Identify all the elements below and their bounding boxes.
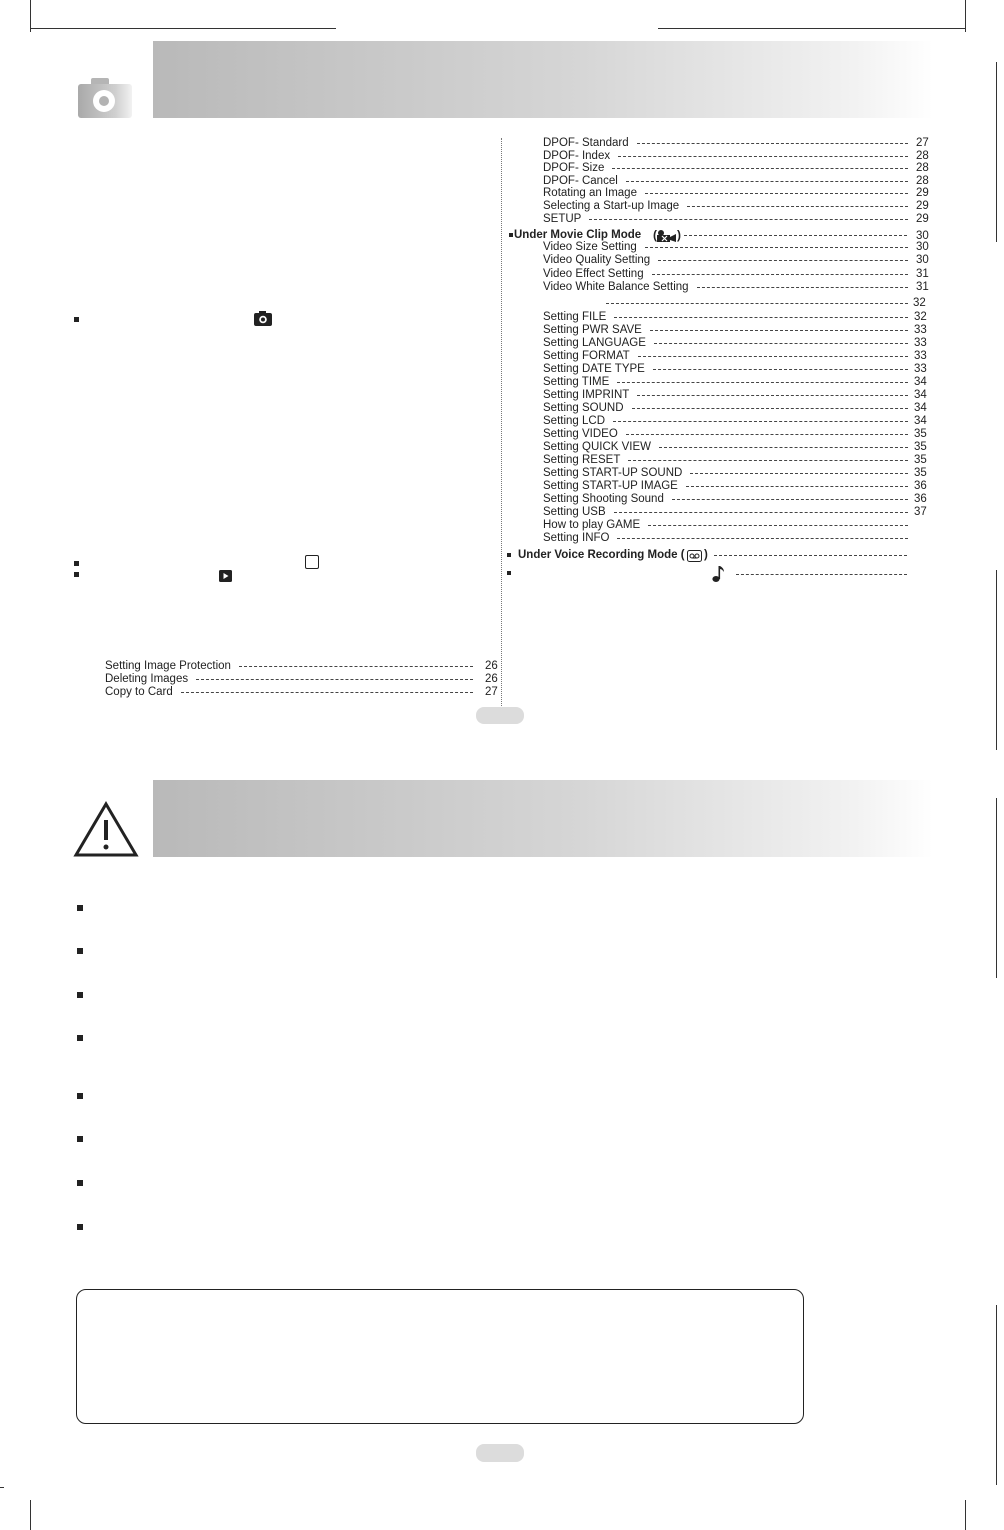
bullet [77, 1136, 83, 1142]
toc-entry-label: Setting Shooting Sound [543, 493, 668, 506]
toc-entry [105, 686, 502, 699]
toc-entry-label: Setting IMPRINT [543, 389, 633, 402]
toc-entry [543, 506, 933, 519]
toc-entry-leader [650, 330, 908, 331]
movie-heading-paren-open: ( [653, 228, 657, 242]
toc-entry-page: 37 [914, 506, 927, 518]
bullet [77, 1224, 83, 1230]
toc-entry-leader [658, 260, 908, 261]
toc-entry-page: 36 [914, 480, 927, 492]
toc-entry [543, 187, 931, 200]
toc-entry-label: DPOF- Index [543, 150, 614, 163]
toc-entry-page: 35 [914, 441, 927, 453]
toc-entry [543, 441, 933, 454]
voice-recorder-icon [687, 549, 702, 567]
toc-entry [543, 493, 933, 506]
toc-entry-leader [654, 343, 908, 344]
toc-entry-label: Setting VIDEO [543, 428, 622, 441]
toc-entry-leader [626, 434, 908, 435]
toc-entry [543, 428, 933, 441]
toc-entry-page: 29 [916, 187, 929, 200]
toc-entry-page: 33 [914, 363, 927, 375]
bullet [74, 572, 79, 577]
page-number-pill [476, 707, 524, 724]
setup-blank-dots [606, 303, 908, 304]
crop-mark [965, 1500, 966, 1530]
toc-entry-page: 26 [485, 660, 498, 672]
toc-entry-page: 35 [914, 428, 927, 440]
toc-entry-page: 28 [916, 149, 929, 162]
toc-entry-page: 27 [485, 686, 498, 698]
bullet [77, 1180, 83, 1186]
toc-entry-leader [181, 692, 473, 693]
toc-entry-leader [638, 356, 908, 357]
movie-heading-paren-close: ) [677, 228, 681, 242]
toc-entry [543, 137, 931, 150]
toc-entry-leader [686, 486, 908, 487]
bullet [77, 1093, 83, 1099]
crop-mark [996, 798, 997, 978]
toc-entry-label: Setting Image Protection [105, 660, 235, 673]
toc-entry [543, 363, 933, 376]
header-banner-top [153, 41, 933, 118]
music-row-dots [736, 574, 907, 575]
toc-entry [543, 311, 933, 324]
toc-entry [543, 254, 931, 267]
toc-entry [543, 454, 933, 467]
setup-blank-page: 32 [913, 297, 926, 309]
crop-mark [30, 28, 336, 29]
toc-entry [543, 150, 931, 163]
toc-entry [543, 241, 931, 254]
toc-entry-label: Setting TIME [543, 376, 613, 389]
toc-entry-page: 33 [914, 337, 927, 349]
column-divider [501, 138, 502, 706]
toc-entry-leader [614, 317, 908, 318]
toc-entry-page: 27 [916, 137, 929, 149]
toc-entry-label: Video Effect Setting [543, 268, 648, 281]
toc-entry-leader [653, 369, 908, 370]
toc-entry-page: 31 [916, 267, 929, 280]
voice-heading-dots [714, 555, 907, 556]
toc-entry-leader [652, 274, 908, 275]
toc-entry-page: 35 [914, 467, 927, 479]
toc-left [105, 660, 502, 704]
toc-entry-page: 34 [914, 376, 927, 388]
toc-entry [543, 213, 931, 226]
voice-heading-close: ) [704, 549, 708, 561]
toc-entry-label: DPOF- Cancel [543, 175, 622, 188]
crop-mark [996, 1305, 997, 1485]
toc-entry [543, 350, 933, 363]
toc-entry [543, 389, 933, 402]
bullet [74, 317, 79, 322]
bullet [77, 992, 83, 998]
toc-entry-label: Setting FILE [543, 311, 610, 324]
movie-heading-dots [684, 235, 907, 236]
music-note-icon [712, 565, 726, 588]
frame-icon [305, 555, 319, 569]
toc-entry-leader [628, 460, 908, 461]
bullet [509, 233, 513, 237]
toc-entry-page: 30 [916, 241, 929, 253]
toc-entry [543, 200, 931, 213]
camera-icon [77, 76, 133, 120]
toc-entry-leader [645, 193, 908, 194]
toc-entry-leader [239, 666, 473, 667]
page-number-pill [476, 1444, 524, 1462]
toc-entry-leader [612, 168, 908, 169]
toc-entry-page: 29 [916, 200, 929, 212]
crop-mark [965, 0, 966, 32]
toc-entry-page: 36 [914, 493, 927, 505]
toc-right-b [543, 241, 931, 296]
toc-entry-page: 28 [916, 162, 929, 175]
toc-entry-page: 33 [914, 324, 927, 336]
toc-entry-label: Setting PWR SAVE [543, 324, 646, 337]
toc-entry-label: DPOF- Standard [543, 137, 633, 150]
toc-entry-label: How to play GAME [543, 519, 644, 532]
toc-entry [543, 175, 931, 188]
warning-triangle-icon [72, 800, 140, 863]
toc-entry-label: Video White Balance Setting [543, 281, 693, 294]
camera-small-icon [254, 311, 272, 331]
toc-entry [543, 337, 933, 350]
toc-entry-page: 34 [914, 402, 927, 414]
toc-entry-leader [632, 408, 908, 409]
toc-entry-leader [617, 382, 908, 383]
toc-entry-leader [618, 156, 908, 157]
note-box [76, 1289, 804, 1424]
toc-entry-leader [589, 219, 908, 220]
bullet [74, 561, 79, 566]
toc-entry-label: SETUP [543, 213, 585, 226]
toc-entry [543, 415, 933, 428]
toc-entry [543, 376, 933, 389]
toc-entry-leader [672, 499, 908, 500]
crop-mark [658, 28, 966, 29]
toc-entry [543, 480, 933, 493]
bullet [507, 571, 511, 575]
movie-mode-heading: Under Movie Clip Mode [514, 229, 642, 241]
toc-entry [105, 660, 502, 673]
toc-entry-leader [690, 473, 908, 474]
crop-mark [996, 570, 997, 750]
toc-entry-page: 32 [914, 311, 927, 323]
toc-entry [543, 402, 933, 415]
toc-entry-page: 28 [916, 174, 929, 187]
toc-entry-label: Setting INFO [543, 532, 613, 545]
toc-entry-label: Rotating an Image [543, 187, 641, 200]
toc-entry-label: Setting LCD [543, 415, 609, 428]
toc-right-a [543, 137, 931, 229]
toc-entry-label: Video Size Setting [543, 241, 641, 254]
toc-entry-page: 26 [485, 673, 498, 685]
toc-entry-label: Setting SOUND [543, 402, 628, 415]
toc-right-c [543, 311, 933, 545]
toc-entry-label: Setting RESET [543, 454, 624, 467]
toc-entry [543, 519, 933, 532]
toc-entry-leader [697, 287, 908, 288]
movie-heading-page: 30 [916, 230, 929, 242]
toc-entry-leader [637, 395, 908, 396]
toc-entry [543, 324, 933, 337]
header-banner-bottom [153, 780, 933, 857]
toc-entry-label: Setting START-UP SOUND [543, 467, 686, 480]
toc-entry-page: 30 [916, 254, 929, 267]
bullet [77, 948, 83, 954]
toc-entry [543, 467, 933, 480]
toc-entry-page: 34 [914, 415, 927, 427]
toc-entry-leader [659, 447, 908, 448]
toc-entry-label: Setting DATE TYPE [543, 363, 649, 376]
toc-entry-page: 31 [916, 281, 929, 294]
toc-entry-label: Setting START-UP IMAGE [543, 480, 682, 493]
toc-entry-label: Copy to Card [105, 686, 177, 699]
toc-entry-label: Setting FORMAT [543, 350, 634, 363]
toc-entry-leader [196, 679, 473, 680]
toc-entry-page: 29 [916, 212, 929, 225]
toc-entry-leader [687, 206, 908, 207]
crop-mark [30, 1500, 31, 1530]
voice-mode-heading: Under Voice Recording Mode ( [518, 549, 685, 561]
toc-entry [105, 673, 502, 686]
toc-entry-label: Selecting a Start-up Image [543, 200, 683, 213]
toc-entry-leader [614, 512, 908, 513]
toc-entry-page: 34 [914, 389, 927, 401]
toc-entry [543, 268, 931, 281]
toc-entry-label: Setting QUICK VIEW [543, 441, 655, 454]
toc-entry [543, 281, 931, 294]
toc-entry-leader [626, 181, 908, 182]
toc-entry-leader [613, 421, 908, 422]
toc-entry-leader [637, 143, 908, 144]
toc-entry-label: Video Quality Setting [543, 254, 654, 267]
toc-entry-label: Deleting Images [105, 673, 192, 686]
toc-entry-page: 33 [914, 350, 927, 362]
play-icon [219, 569, 232, 587]
toc-entry-label: DPOF- Size [543, 162, 608, 175]
toc-entry [543, 162, 931, 175]
toc-entry-page: 35 [914, 454, 927, 466]
toc-entry-label: Setting LANGUAGE [543, 337, 650, 350]
crop-mark [996, 62, 997, 242]
crop-mark [0, 1487, 4, 1488]
bullet [77, 905, 83, 911]
bullet [77, 1035, 83, 1041]
toc-entry [543, 532, 933, 545]
bullet [507, 553, 511, 557]
toc-entry-label: Setting USB [543, 506, 610, 519]
toc-entry-leader [645, 247, 908, 248]
toc-entry-leader [648, 525, 908, 526]
toc-entry-leader [617, 538, 908, 539]
